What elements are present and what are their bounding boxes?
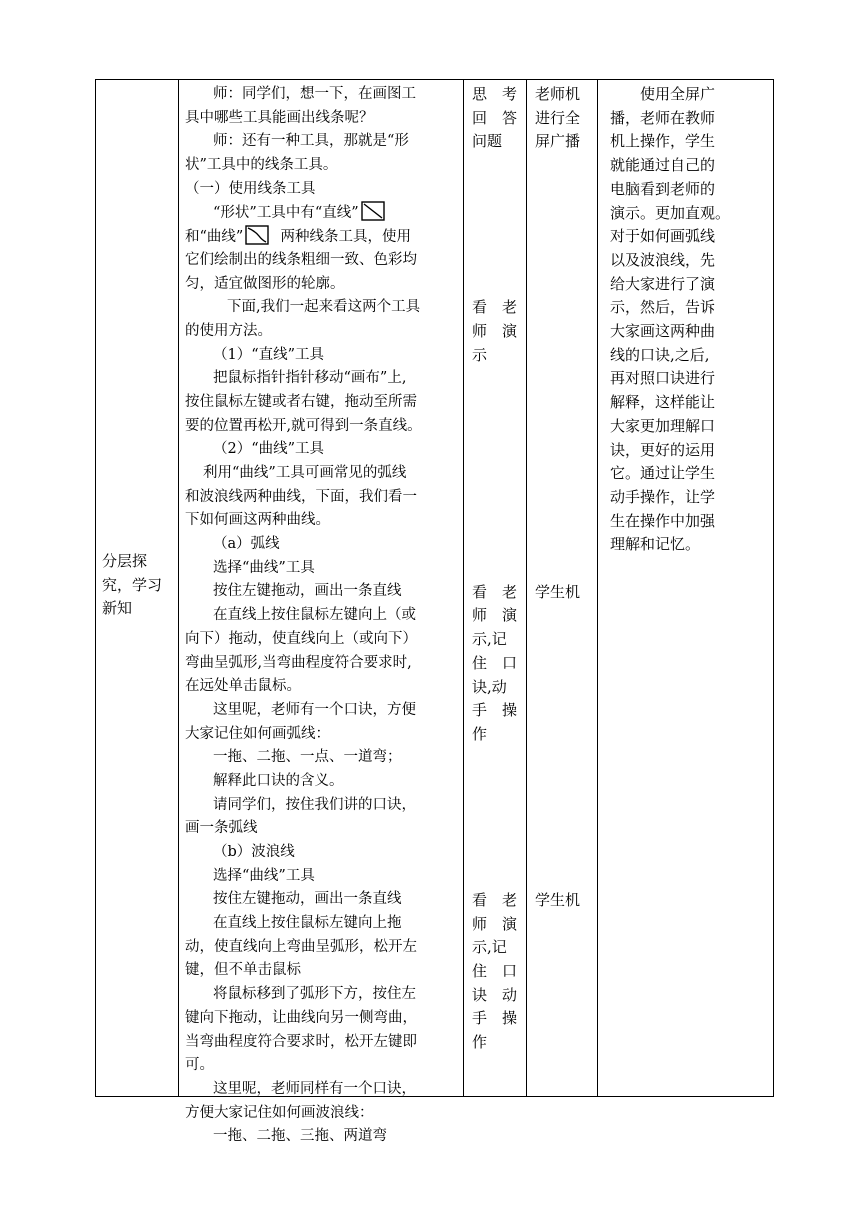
- content-line: [185, 723, 459, 747]
- content-line: [185, 320, 459, 344]
- design-note-line: 理解和记忆。: [610, 535, 701, 554]
- content-text: 要的位置再松开,就可得到一条直线。: [185, 417, 422, 434]
- design-note-line: 播，老师在教师: [610, 108, 716, 127]
- design-note-line: 示，然后，告诉: [610, 298, 716, 317]
- content-text: 当弯曲程度符合要求时，松开左键即: [185, 1033, 417, 1050]
- content-line: [185, 130, 459, 154]
- design-note-line: 大家更加理解口: [610, 416, 716, 435]
- student-activity-line: 回 答: [472, 108, 518, 127]
- content-line: [185, 1078, 459, 1102]
- content-text: 师：同学们，想一下，在画图工: [213, 86, 416, 102]
- teacher-resource-cell: [527, 80, 598, 1097]
- content-cell: [179, 80, 464, 1145]
- stage-cell: [96, 80, 179, 1097]
- student-activity-line: 看 老: [472, 298, 518, 317]
- design-note-line: 生在操作中加强: [610, 511, 716, 530]
- content-line: [185, 1007, 459, 1031]
- content-text: 这里呢，老师同样有一个口诀，: [213, 1080, 416, 1097]
- content-text: 方便大家记住如何画波浪线：: [185, 1104, 374, 1121]
- content-text: （a）弧线: [213, 536, 280, 553]
- content-line: [185, 225, 459, 249]
- content-text: 在直线上按住鼠标左键向上（或: [213, 607, 416, 624]
- content-text: 两种线条工具，使用: [271, 229, 412, 246]
- content-line: [185, 628, 459, 652]
- content-text: 将鼠标移到了弧形下方，按住左: [213, 986, 416, 1003]
- student-activity-block: [472, 296, 520, 367]
- student-activity: [464, 80, 526, 1093]
- design-note-line: 诀，更好的运用: [610, 440, 716, 459]
- content-text: 动，使直线向上弯曲呈弧形，松开左: [185, 938, 417, 955]
- content-text: 弯曲呈弧形,当弯曲程度符合要求时,: [185, 654, 412, 671]
- content-line: [185, 1031, 459, 1055]
- content-line: [185, 912, 459, 936]
- student-activity-line: 看 老: [472, 890, 518, 909]
- student-activity-line: 诀,动: [472, 677, 507, 696]
- teaching-content: [179, 80, 463, 1145]
- content-line: [185, 675, 459, 699]
- student-activity-line: 手 操: [472, 701, 518, 720]
- design-note-line: 使用全屏广: [640, 85, 716, 103]
- design-notes-cell: [598, 80, 774, 1097]
- content-text: （2）“曲线”工具: [213, 441, 325, 458]
- teacher-resource: [527, 80, 597, 1093]
- content-line: [185, 652, 459, 676]
- content-text: 键向下拖动，让曲线向另一侧弯曲，: [185, 1009, 417, 1026]
- student-activity-line: 师 演: [472, 914, 518, 933]
- design-note-line: 就能通过自己的: [610, 156, 716, 175]
- teacher-resource-line: 屏广播: [535, 132, 581, 151]
- content-line: [185, 817, 459, 841]
- student-activity-block: [472, 83, 520, 154]
- teacher-resource-line: 学生机: [535, 582, 581, 601]
- stage-label-line: 新知: [102, 599, 133, 617]
- content-line: [185, 1054, 459, 1078]
- content-text: 状”工具中的线条工具。: [185, 157, 338, 174]
- student-activity-line: 思 考: [472, 85, 518, 103]
- student-activity-line: 示: [472, 345, 488, 364]
- content-text: 键，但不单击鼠标: [185, 962, 301, 979]
- student-activity-line: 师 演: [472, 322, 518, 340]
- content-text: “形状”工具中有“直线”: [213, 205, 359, 222]
- design-note-line: 解释，这样能让: [610, 393, 716, 412]
- student-activity-line: 诀 动: [472, 985, 518, 1004]
- design-note-line: 大家画这两种曲: [610, 322, 716, 341]
- content-line: [185, 770, 459, 794]
- content-text: 匀，适宜做图形的轮廓。: [185, 275, 345, 292]
- curve-tool-icon: [245, 225, 269, 245]
- student-activity-line: 住 口: [472, 653, 518, 672]
- content-line: [185, 201, 459, 225]
- design-note-line: 它。通过让学生: [610, 464, 716, 483]
- student-activity-line: 作: [472, 724, 488, 743]
- content-line: [185, 486, 459, 510]
- student-activity-line: 作: [472, 1033, 488, 1052]
- content-text: 选择“曲线”工具: [213, 867, 315, 884]
- content-line: [185, 888, 459, 912]
- student-activity-block: [472, 889, 520, 1055]
- content-text: 在直线上按住鼠标左键向上拖: [213, 915, 402, 932]
- student-activity-line: 手 操: [472, 1009, 518, 1028]
- content-text: 师：还有一种工具，那就是“形: [213, 133, 409, 150]
- content-line: [185, 699, 459, 723]
- content-text: 画一条弧线: [185, 820, 258, 837]
- content-text: 具中哪些工具能画出线条呢？: [185, 109, 374, 126]
- content-line: [185, 462, 459, 486]
- content-line: [185, 983, 459, 1007]
- teacher-resource-block: [535, 581, 595, 605]
- design-note-line: 以及波浪线，先: [610, 250, 716, 269]
- content-text: 按住左键拖动，画出一条直线: [213, 891, 402, 908]
- teacher-resource-line: 学生机: [535, 890, 581, 909]
- student-activity-line: 示,记: [472, 630, 507, 649]
- content-text: 的使用方法。: [185, 322, 272, 339]
- teacher-resource-block: [535, 83, 595, 154]
- teacher-resource-line: 老师机: [535, 85, 581, 103]
- content-line: [185, 273, 459, 297]
- content-text: 按住鼠标左键或者右键，拖动至所需: [185, 393, 417, 410]
- content-text: （b）波浪线: [213, 844, 295, 860]
- content-text: 向下）拖动，使直线向上（或向下）: [185, 630, 417, 647]
- content-text: 利用“曲线”工具可画常见的弧线: [203, 465, 407, 481]
- content-line: [185, 865, 459, 889]
- content-line: [185, 1125, 459, 1149]
- design-note-line: 电脑看到老师的: [610, 179, 716, 198]
- content-text: 下如何画这两种曲线。: [185, 512, 330, 529]
- teacher-resource-line: 进行全: [535, 108, 581, 127]
- design-notes: [610, 83, 754, 557]
- design-note-line: 再对照口诀进行: [610, 369, 716, 388]
- student-activity-cell: [464, 80, 527, 1097]
- content-line: [185, 367, 459, 391]
- stage-label-line: 究，学习: [102, 575, 163, 594]
- content-text: 请同学们，按住我们讲的口诀，: [213, 796, 416, 813]
- stage-label: [102, 550, 174, 621]
- content-line: [185, 580, 459, 604]
- content-text: 把鼠标指针指针移动“画布”上,: [213, 370, 407, 387]
- design-note-line: 对于如何画弧线: [610, 227, 716, 246]
- content-text: 解释此口诀的含义。: [213, 772, 344, 789]
- line-tool-icon: [361, 201, 385, 221]
- teacher-resource-block: [535, 889, 595, 913]
- content-line: [185, 344, 459, 368]
- student-activity-line: 住 口: [472, 961, 518, 980]
- content-text: 和“曲线”: [185, 229, 244, 246]
- content-line: [185, 533, 459, 557]
- content-line: [185, 959, 459, 983]
- content-text: 和波浪线两种曲线，下面，我们看一: [185, 488, 417, 505]
- student-activity-line: 示,记: [472, 938, 507, 957]
- content-text: 这里呢，老师有一个口诀，方便: [213, 701, 416, 718]
- content-text: （一）使用线条工具: [185, 180, 316, 197]
- content-line: [185, 296, 459, 320]
- content-line: [185, 936, 459, 960]
- content-line: [185, 391, 459, 415]
- student-activity-line: 看 老: [472, 582, 518, 601]
- content-line: [185, 746, 459, 770]
- content-text: 可。: [185, 1057, 214, 1074]
- content-line: [185, 794, 459, 818]
- content-text: 在远处单击鼠标。: [185, 678, 301, 695]
- content-line: [185, 604, 459, 628]
- content-line: [185, 1102, 459, 1126]
- student-activity-line: 问题: [472, 132, 503, 151]
- design-note-line: 动手操作，让学: [610, 487, 716, 506]
- stage-label-line: 分层探: [102, 552, 148, 570]
- content-text: 大家记住如何画弧线：: [185, 725, 330, 742]
- lesson-plan-table: [95, 79, 774, 1145]
- design-note-line: 机上操作，学生: [610, 132, 716, 151]
- content-line: [185, 509, 459, 533]
- content-text: 按住左键拖动，画出一条直线: [213, 583, 402, 600]
- content-line: [185, 178, 459, 202]
- design-note-line: 给大家进行了演: [610, 274, 716, 293]
- content-line: [185, 438, 459, 462]
- content-text: 选择“曲线”工具: [213, 559, 315, 576]
- table-row: [96, 80, 774, 1097]
- content-text: 它们绘制出的线条粗细一致、色彩均: [185, 251, 417, 268]
- content-line: [185, 107, 459, 131]
- content-line: [185, 154, 459, 178]
- content-line: [185, 415, 459, 439]
- design-note-line: 演示。更加直观。: [610, 203, 731, 222]
- content-line: [185, 557, 459, 581]
- student-activity-block: [472, 581, 520, 747]
- content-line: [185, 83, 459, 107]
- design-note-line: 线的口诀,之后,: [610, 345, 710, 364]
- content-text: （1）“直线”工具: [213, 346, 325, 363]
- content-text: 下面,我们一起来看这两个工具: [227, 299, 421, 316]
- content-line: [185, 249, 459, 273]
- student-activity-line: 师 演: [472, 606, 518, 625]
- content-text: 一拖、二拖、一点、一道弯；: [213, 749, 402, 766]
- content-line: [185, 841, 459, 865]
- content-text: 一拖、二拖、三拖、两道弯: [213, 1128, 387, 1145]
